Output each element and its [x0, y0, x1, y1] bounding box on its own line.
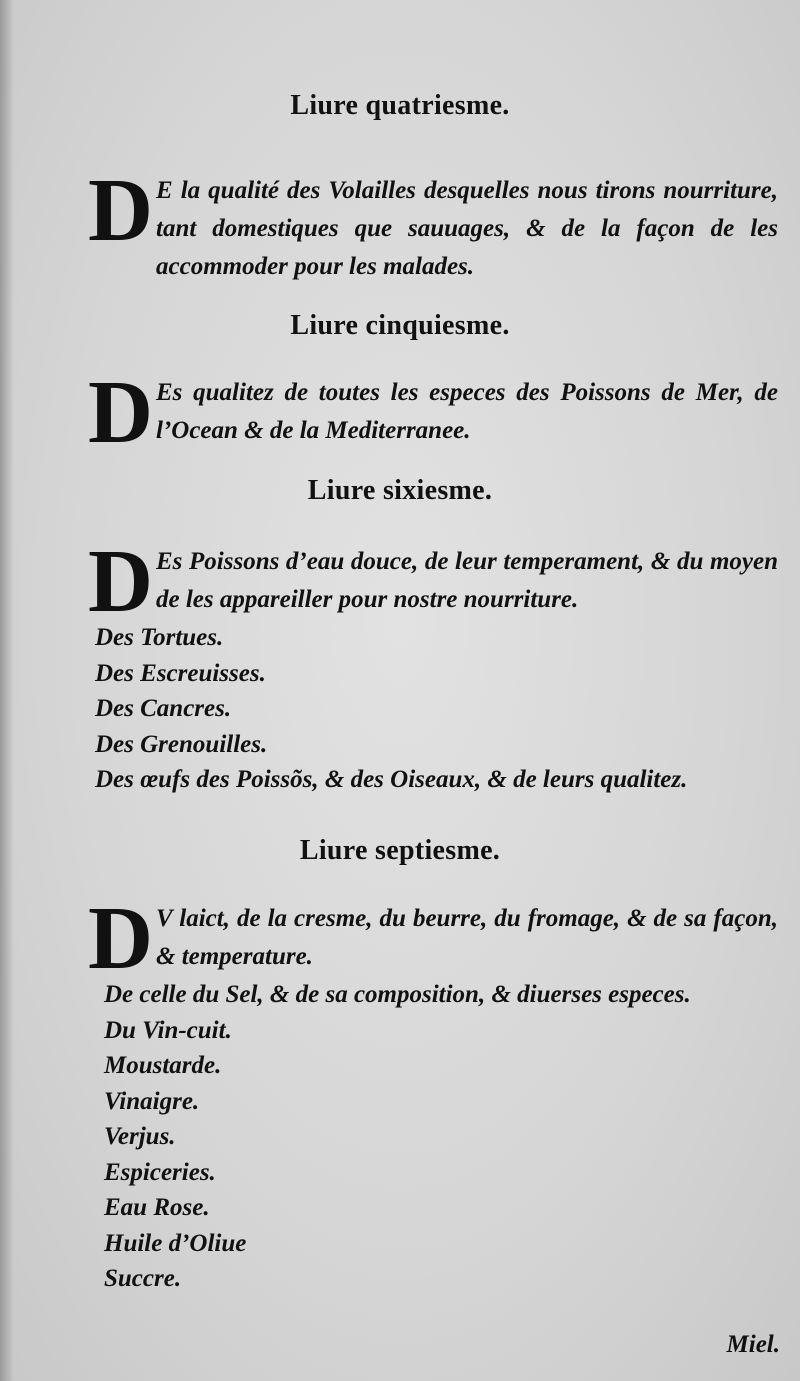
- drop-cap: D: [88, 363, 153, 462]
- list-item: Huile d’Oliue: [104, 1229, 247, 1257]
- list-item: Des œufs des Poissõs, & des Oiseaux, & de leurs qualitez.: [95, 766, 688, 793]
- list-item: Du Vin-cuit.: [104, 1016, 232, 1044]
- entry-text: Es Poissons d’eau douce, de leur temperament, & du moyen de les appareiller pour nostre nourriture.: [156, 548, 778, 613]
- entry-text: E la qualité des Volailles desquelles nous tirons nourriture, tant domestiques que sauuages, & de la façon de les accommoder pour les malades.: [156, 177, 778, 280]
- entry-text: V laict, de la cresme, du beurre, du fromage, & de sa façon, & temperature.: [156, 905, 778, 970]
- list-item: Des Tortues.: [95, 624, 224, 651]
- list-item: Espiceries.: [104, 1158, 216, 1186]
- page-spine-shadow: [0, 0, 14, 1381]
- heading-livre-cinquiesme: Liure cinquiesme.: [290, 310, 510, 341]
- list-livre-sixiesme: [95, 620, 785, 798]
- entry-text: Es qualitez de toutes les especes des Poissons de Mer, de l’Ocean & de la Mediterranee.: [156, 379, 778, 444]
- drop-cap: D: [88, 889, 153, 988]
- list-item: Moustarde.: [104, 1052, 222, 1079]
- list-item: Vinaigre.: [104, 1087, 200, 1115]
- list-item: Des Cancres.: [95, 695, 232, 722]
- drop-cap: D: [88, 532, 153, 631]
- list-item: Verjus.: [104, 1123, 176, 1150]
- list-item: De celle du Sel, & de sa composition, & diuerses especes.: [104, 981, 691, 1008]
- list-item: Des Grenouilles.: [95, 730, 268, 758]
- heading-livre-quatriesme: Liure quatriesme.: [290, 90, 510, 121]
- drop-cap: D: [88, 161, 153, 260]
- entry-livre-quatriesme: [88, 161, 778, 286]
- entry-livre-septiesme: [88, 889, 778, 988]
- list-item: Des Escreuisses.: [95, 659, 266, 687]
- list-livre-septiesme: [104, 977, 794, 1297]
- list-item: Succre.: [104, 1265, 182, 1292]
- entry-livre-cinquiesme: [88, 363, 778, 462]
- heading-livre-sixiesme: Liure sixiesme.: [307, 475, 493, 506]
- catchword: Miel.: [726, 1331, 780, 1358]
- heading-livre-septiesme: Liure septiesme.: [299, 835, 501, 866]
- list-item: Eau Rose.: [104, 1194, 210, 1221]
- entry-livre-sixiesme: [88, 532, 778, 631]
